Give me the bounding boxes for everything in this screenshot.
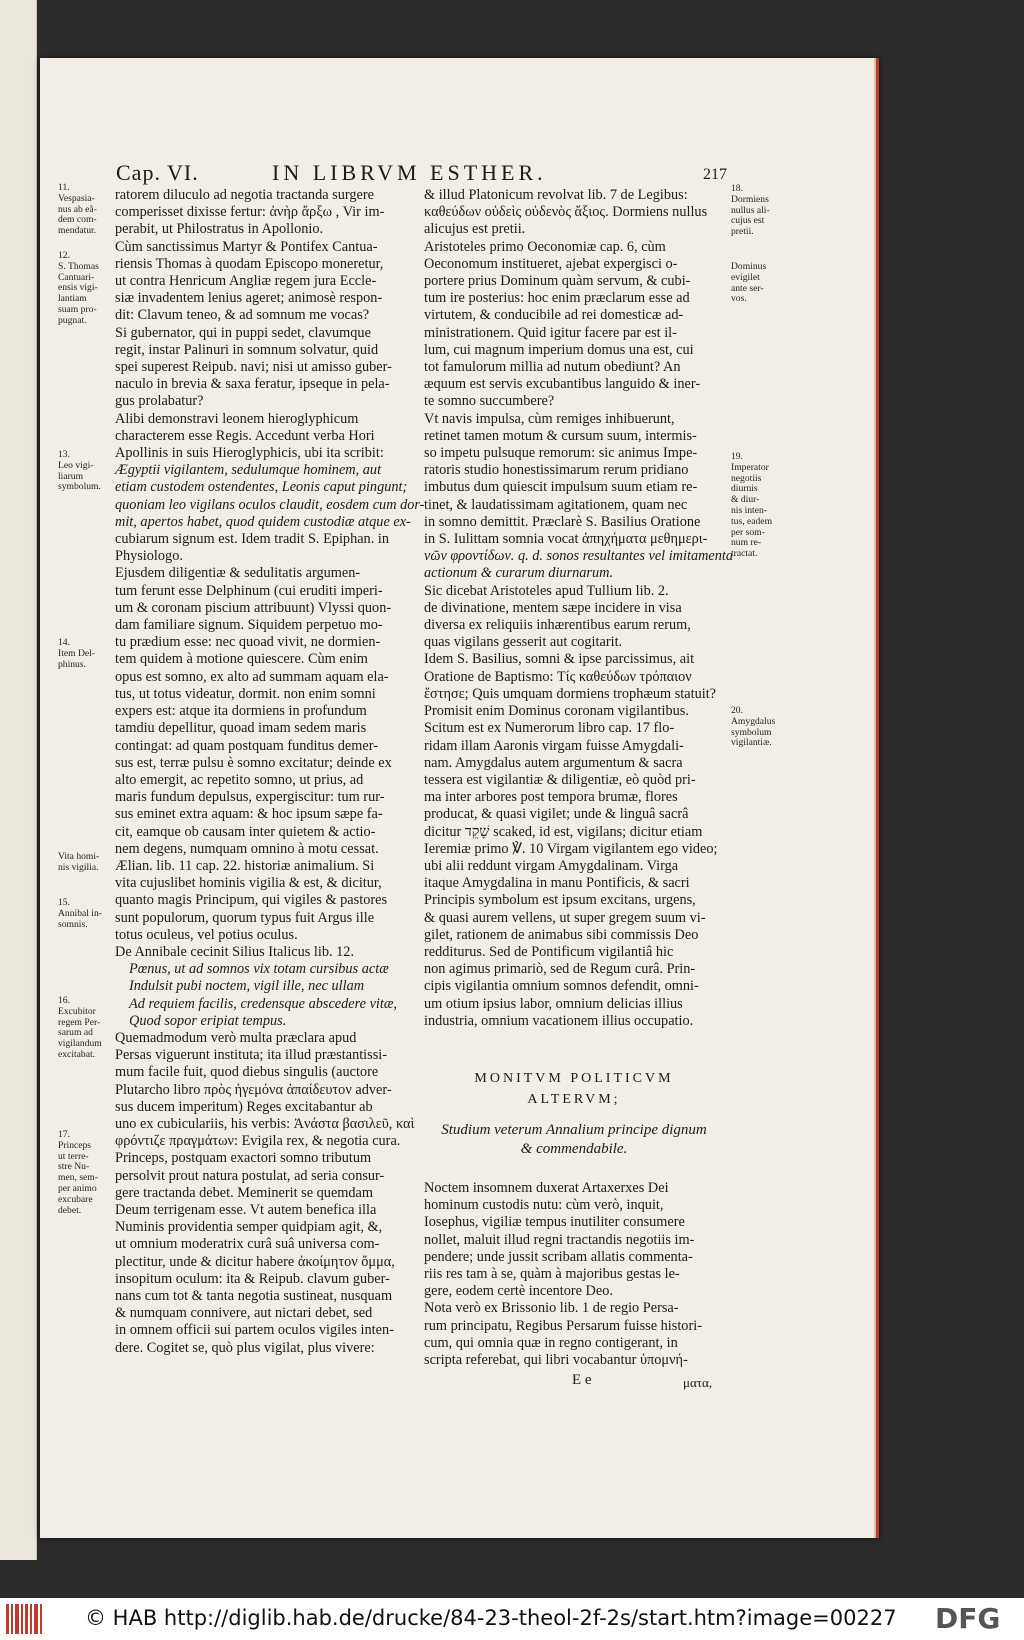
section-subtitle: Studium veterum Annalium principe dignum: [441, 1122, 707, 1138]
text-line: opus est somno, ex alto ad summam aquam ela-: [115, 668, 389, 685]
margin-note-line: Imperator: [731, 461, 769, 473]
text-line: & numquam connivere, aut nictari debet, sed: [115, 1305, 373, 1322]
text-line: Pœnus, ut ad somnos vix totam cursibus actæ: [129, 961, 389, 978]
text-line: alto emergit, ac repetito somno, ut prius, ad: [115, 771, 364, 788]
margin-note-line: liarum: [58, 470, 84, 482]
margin-note: [58, 251, 99, 327]
text-line: Aristoteles primo Oeconomiæ cap. 6, cùm: [424, 238, 666, 255]
text-line: Apollinis in suis Hieroglyphicis, ubi ita scribit:: [115, 445, 384, 462]
margin-note-line: vos.: [731, 293, 747, 305]
text-line: Numinis providentia semper quidpiam agit, &,: [115, 1219, 383, 1236]
margin-note-line: pretii.: [731, 226, 754, 238]
text-line: pendere; unde jussit scribam allatis commenta-: [424, 1248, 693, 1265]
margin-note: [731, 706, 775, 749]
text-line: Promisit enim Dominus coronam vigilantibus.: [424, 703, 689, 720]
margin-note: [58, 996, 102, 1061]
dfg-logo: DFG: [935, 1602, 1001, 1635]
text-line: dicitur שָׁקֵד scaked, id est, vigilans; dicitur etiam: [424, 823, 703, 840]
text-line: gilet, rationem de animabus sibi commissis Deo: [424, 926, 699, 943]
text-line: nans cum tot & tanta negotia sustineat, nusquam: [115, 1288, 393, 1304]
section-subtitle-2: & commendabile.: [520, 1141, 628, 1157]
section-title: MONITVM POLITICVM: [474, 1071, 674, 1086]
text-line: so impetu pulsuque remorum: sic animus Impe-: [424, 445, 698, 462]
text-line: cit, eamque ob causam inter quietem & actio-: [115, 823, 376, 840]
text-line: gere tractanda debet. Meminerit se quemdam: [115, 1184, 374, 1201]
margin-note-line: Dominus: [731, 261, 767, 272]
text-line: Scitum est ex Numerorum libro cap. 17 flo-: [424, 720, 675, 737]
text-line: naculo in brevia & saxa feratur, ipseque in pela-: [115, 376, 390, 393]
margin-note-line: Vespasia-: [58, 192, 95, 204]
margin-note-line: cujus est: [731, 215, 765, 227]
text-line: redditurus. Sed de Pontificum vigilantiâ hic: [424, 943, 674, 960]
text-line: Ieremiæ primo ℣. 10 Virgam vigilantem ego video;: [424, 840, 718, 857]
text-line: Physiologo.: [115, 548, 183, 565]
margin-note-line: diurnis: [731, 483, 758, 495]
text-line: sus eminet extra aquam: & hoc ipsum sæpe fa-: [115, 806, 383, 823]
margin-note-line: Princeps: [58, 1139, 92, 1151]
text-line: persolvit prout natura postulat, ad seria consur-: [115, 1167, 385, 1184]
text-line: & quasi aurem vellens, ut super gregem suum vi-: [424, 909, 706, 926]
margin-note-line: nus ab eã-: [58, 203, 97, 215]
text-line: Iosephus, vigiliæ tempus inutiliter consumere: [424, 1214, 685, 1231]
margin-note-line: somnis.: [58, 918, 88, 930]
margin-note-line: tractat.: [731, 548, 758, 560]
text-line: ut omnium moderatrix curâ suâ universa com-: [115, 1236, 380, 1253]
text-line: mit, apertos habet, quod quidem custodiæ atque ex-: [115, 513, 411, 530]
text-line: um otium ipsius labor, omnium delicias illius: [424, 995, 683, 1012]
margin-note-line: sarum ad: [58, 1027, 93, 1039]
text-line: non agimus primariò, sed de Regum curâ. Prin-: [424, 961, 696, 978]
text-line: nam. Amygdalus autem argumentum & sacra: [424, 754, 683, 771]
text-line: Principis symbolum est ipsum excitans, urgens,: [424, 892, 696, 909]
text-line: retinet tamen motum & cursum suum, intermis-: [424, 427, 697, 444]
barcode-icon: [6, 1604, 46, 1634]
text-line: gus prolabatur?: [115, 393, 204, 410]
text-line: characterem esse Regis. Accedunt verba Hori: [115, 427, 375, 444]
text-line: Princeps, postquam exactori somno tributum: [115, 1150, 372, 1167]
text-line: uno ex cubiculariis, his verbis: Ἀνάστα βασιλεῦ, καὶ: [115, 1115, 415, 1132]
margin-note-line: men, sem-: [58, 1172, 98, 1184]
margin-note-line: pugnat.: [58, 314, 87, 326]
margin-note-line: lantiam: [58, 293, 87, 305]
text-line: diversa ex reliquiis inhærentibus earum rerum,: [424, 617, 691, 634]
margin-note-line: dem com-: [58, 214, 97, 226]
margin-note: [731, 452, 772, 560]
margin-note-line: ut terre-: [58, 1150, 89, 1162]
text-line: alicujus est pretii.: [424, 221, 526, 238]
text-line: nollet, maluit illud regni tractandis negotiis im-: [424, 1231, 695, 1248]
text-line: Oratione de Baptismo: Τίς καθεύδων τρόπαιον: [424, 668, 692, 685]
margin-note-line: nis inten-: [731, 504, 767, 516]
text-line: expers est: atque ita dormiens in profundum: [115, 703, 367, 720]
text-line: spei superest Reipub. navi; nisi ut amisso guber-: [115, 359, 392, 376]
margin-note-line: 11.: [58, 182, 70, 193]
margin-note-line: nullus ali-: [731, 204, 770, 216]
section-title-2: ALTERVM;: [527, 1092, 621, 1107]
catchword: ματα,: [683, 1375, 713, 1390]
text-line: cipis vigilantia omnium somnos defendit, omni-: [424, 978, 699, 995]
text-line: siæ invadentem lenius ageret; animosè respon-: [115, 290, 383, 307]
signature-mark: E e: [572, 1372, 592, 1388]
text-line: lum, cui magnum imperium domus una est, cui: [424, 341, 694, 358]
text-line: industria, omnium vacationem illius occupatio.: [424, 1012, 694, 1029]
text-line: in omnem officii sui partem oculos vigiles inten-: [115, 1322, 394, 1339]
margin-note-line: 13.: [58, 449, 70, 460]
margin-note-line: & diur-: [731, 494, 760, 506]
text-line: dere. Cogitet se, quò plus vigilat, plus vivere:: [115, 1339, 375, 1356]
margin-note-line: 18.: [731, 183, 743, 194]
text-line: De Annibale cecinit Silius Italicus lib. 12.: [115, 943, 355, 960]
text-line: etiam custodem ostendentes, Leonis caput pingunt;: [115, 479, 408, 496]
footer-copyright-link[interactable]: © HAB http://diglib.hab.de/drucke/84-23-theol-2f-2s/start.htm?image=00227: [85, 1606, 897, 1630]
text-line: Quod sopor eripiat tempus.: [129, 1012, 287, 1029]
right-text-column: [424, 187, 734, 1030]
text-line: æquum est servis excubantibus languido & iner-: [424, 376, 701, 393]
margin-note-line: symbolum.: [58, 481, 101, 493]
text-line: νῶν φροντίδων. q. d. sonos resultantes vel imitamenta: [424, 548, 734, 565]
margin-note-line: vigilandum: [58, 1038, 102, 1050]
margin-note-line: 14.: [58, 637, 70, 648]
text-line: totus oculeus, vel potius oculus.: [115, 926, 298, 943]
text-line: Sic dicebat Aristoteles apud Tullium lib. 2.: [424, 582, 669, 599]
text-line: scripta referebat, qui libri vocabantur ὑπομνή-: [424, 1352, 688, 1369]
text-line: Plutarcho libro πρὸς ἡγεμόνα ἀπαίδευτον adver-: [115, 1081, 392, 1098]
left-text-column: [115, 187, 425, 1357]
text-line: quanto magis Principum, qui vigiles & pastores: [115, 892, 388, 909]
margin-note-line: ante ser-: [731, 282, 764, 294]
text-line: ministrationem. Quid igitur facere par est il-: [424, 324, 677, 341]
text-line: comperisset dixisse fertur: ἀνὴρ ἄρξω , Vir im-: [115, 204, 385, 221]
text-line: ratorem diluculo ad negotia tractanda surgere: [115, 187, 374, 203]
text-line: Si gubernator, qui in puppi sedet, clavumque: [115, 324, 371, 341]
margin-note-line: suam pro-: [58, 303, 97, 315]
text-line: actionum & curarum diurnarum.: [424, 565, 614, 582]
margin-note-line: Annibal in-: [58, 907, 102, 919]
margin-note-line: num re-: [731, 537, 762, 549]
text-line: de divinatione, mentem sæpe incidere in visa: [424, 599, 682, 616]
section-body: [424, 1180, 724, 1369]
margin-note-line: per som-: [731, 526, 765, 538]
margin-note-line: Dormiens: [731, 193, 769, 205]
text-line: Persas viguerunt instituta; ita illud præstantissi-: [115, 1047, 388, 1064]
margin-note-line: excubare: [58, 1193, 93, 1205]
text-line: καθεύδων οὐδεὶς οὐδενὸς ἄξιος. Dormiens nullus: [424, 204, 708, 221]
text-line: imbutus dum quiescit impulsum suum etiam re-: [424, 479, 698, 496]
text-line: Quemadmodum verò multa præclara apud: [115, 1029, 357, 1046]
margin-note-line: Cantuari-: [58, 271, 95, 283]
margin-note-line: evigilet: [731, 271, 760, 283]
text-line: Ælian. lib. 11 cap. 22. historiæ animalium. Si: [115, 857, 375, 874]
text-line: gere, eodem certè incentore Deo.: [424, 1283, 613, 1300]
text-line: plectitur, unde & dicitur habere ἀκοίμητον ὄμμα,: [115, 1253, 395, 1270]
text-line: Oeconomum institueret, ajebat expergisci o-: [424, 255, 678, 272]
text-line: ratoris studio honestissimarum rerum pridiano: [424, 462, 689, 479]
text-line: tum ferunt esse Delphinum (cui eruditi imperi-: [115, 582, 383, 599]
chapter-label: Cap. VI.: [116, 160, 199, 185]
margin-note-line: Leo vigi-: [58, 459, 94, 471]
text-line: maris fundum depulsus, expergiscitur: tum rur-: [115, 789, 385, 806]
margin-note-line: Excubitor: [58, 1005, 96, 1017]
margin-note-line: vigilantiæ.: [731, 737, 772, 749]
margin-note-line: 16.: [58, 995, 70, 1006]
page-number: 217: [703, 166, 727, 183]
margin-note-line: debet.: [58, 1204, 82, 1216]
margin-note-line: symbolum: [731, 726, 772, 738]
text-line: Noctem insomnem duxerat Artaxerxes Dei: [424, 1180, 669, 1196]
text-line: um & coronam piscium attribuunt) Vlyssi quon-: [115, 599, 392, 616]
running-title: IN LIBRVM ESTHER.: [272, 160, 547, 185]
margin-note-line: regem Per-: [58, 1016, 101, 1028]
text-line: itaque Amygdalina in manu Pontificis, & sacri: [424, 875, 690, 892]
text-line: quoniam leo vigilans oculos claudit, eosdem cum dor-: [115, 496, 425, 513]
text-line: rum principatu, Regibus Persarum fuisse histori-: [424, 1317, 702, 1334]
margin-note: [58, 1130, 98, 1216]
margin-note-line: 15.: [58, 897, 70, 908]
text-line: Alibi demonstravi leonem hieroglyphicum: [115, 410, 359, 427]
text-line: ἔστησε; Quis umquam dormiens trophæum statuit?: [424, 685, 717, 702]
previous-page-edge: [0, 0, 37, 1560]
text-line: riis res tam à se, quàm à majoribus gestas le-: [424, 1266, 680, 1283]
margin-note-line: negotiis: [731, 472, 762, 484]
text-line: in somno demittit. Præclarè S. Basilius Oratione: [424, 513, 701, 530]
text-line: vita cujuslibet hominis vigilia & est, & dicitur,: [115, 875, 382, 892]
margin-note: [58, 898, 102, 930]
text-line: Ægyptii vigilantem, sedulumque hominem, aut: [115, 462, 382, 479]
text-line: perabit, ut Philostratus in Apollonio.: [115, 221, 324, 238]
text-line: mum facile fuit, quod diebus singulis (auctore: [115, 1064, 379, 1081]
margin-note: [58, 450, 101, 493]
text-line: Cùm sanctissimus Martyr & Pontifex Cantua-: [115, 238, 378, 255]
text-line: in S. Iulittam somnia vocat ἀπηχήματα μεθημερι-: [424, 531, 708, 548]
text-line: Nota verò ex Brissonio lib. 1 de regio Persa-: [424, 1300, 679, 1317]
margin-note: [58, 852, 99, 874]
margin-note-line: 20.: [731, 705, 743, 716]
text-line: tum ire posterius: hoc enim præclarum esse ad: [424, 290, 690, 307]
text-line: tessera est vigilantiæ & diligentiæ, eò quòd pri-: [424, 771, 696, 788]
text-line: tus, ut totus videatur, dormit. non enim somni: [115, 685, 376, 702]
text-line: tot famulorum millia ad nutum obediunt? An: [424, 359, 681, 376]
margin-note: [731, 262, 766, 305]
text-line: Deum terrigenam esse. Vt autem benefica illa: [115, 1201, 377, 1218]
margin-note: [58, 638, 95, 670]
text-line: sus est, terræ pulsu è somno excitatur; deinde ex: [115, 754, 392, 771]
margin-note: [731, 184, 770, 238]
text-line: tamdiu depellitur, quoad imam sedem maris: [115, 720, 367, 737]
footer-bar: [0, 1598, 1024, 1640]
margin-note-line: per animo: [58, 1182, 97, 1194]
text-line: contingat: ad quam postquam funditus demer-: [115, 737, 378, 754]
text-line: virtutem, & conducibile ad rei domesticæ ad-: [424, 307, 684, 324]
text-line: dit: Clavum teneo, & ad somnum me vocas?: [115, 307, 370, 324]
text-line: Vt navis impulsa, cùm remiges inhibuerunt,: [424, 410, 675, 427]
margin-note-line: Vita homi-: [58, 851, 100, 862]
margin-note-line: Item Del-: [58, 647, 96, 659]
margin-note-line: S. Thomas: [58, 260, 99, 272]
text-line: sus ducem imperitum) Reges excitabantur ab: [115, 1098, 373, 1115]
text-line: cubiarum signum est. Idem tradit S. Epiphan. in: [115, 531, 389, 548]
text-line: cum, qui omnia quæ in regno contigerant, in: [424, 1334, 678, 1351]
margin-note-line: phinus.: [58, 658, 86, 670]
text-line: sunt populorum, quorum typus fuit Argus ille: [115, 909, 375, 926]
text-line: ridam illam Aaronis virgam fuisse Amygdali-: [424, 737, 684, 754]
text-line: Indulsit pubi noctem, vigil ille, nec ullam: [129, 978, 365, 995]
text-line: hominum custodis nutu: cùm verò, inquit,: [424, 1197, 664, 1214]
text-line: Idem S. Basilius, somni & ipse parcissimus, ait: [424, 651, 695, 668]
margin-note-line: nis vigilia.: [58, 861, 99, 873]
text-line: nem degens, numquam omnino à motu cessat.: [115, 840, 379, 857]
text-line: tinet, & laudatissimam agitationem, quam nec: [424, 496, 688, 513]
margin-note-line: 17.: [58, 1129, 70, 1140]
text-line: tem quidem à motione quiescere. Cùm enim: [115, 651, 368, 668]
text-line: & illud Platonicum revolvat lib. 7 de Legibus:: [424, 187, 688, 203]
text-line: riensis Thomas à quodam Episcopo moneretur,: [115, 255, 384, 272]
text-line: insopitum oculum: ita & Reipub. clavum guber-: [115, 1270, 390, 1287]
text-line: ma inter arbores post tempora brumæ, flores: [424, 789, 678, 806]
text-line: quas vigilans gesserit aut cogitarit.: [424, 634, 623, 651]
text-line: ubi alii reddunt virgam Amygdalinam. Virga: [424, 857, 679, 874]
text-line: Ad requiem facilis, credensque abscedere vitæ,: [129, 995, 397, 1012]
page-edge-red: [876, 58, 879, 1538]
text-line: te somno succumbere?: [424, 393, 555, 410]
margin-note-line: excitabat.: [58, 1048, 96, 1060]
text-line: dam familiare signum. Siquidem perpetuo mo-: [115, 617, 383, 634]
margin-note-line: 19.: [731, 451, 743, 462]
margin-note-line: tus, eadem: [731, 515, 773, 527]
margin-note-line: Amygdalus: [731, 715, 776, 727]
margin-note-line: stre Nu-: [58, 1161, 90, 1173]
margin-note-line: ensis vigi-: [58, 282, 98, 294]
text-line: Ejusdem diligentiæ & sedulitatis argumen-: [115, 565, 361, 582]
margin-note-line: mendatur.: [58, 225, 97, 237]
margin-note: [58, 183, 97, 237]
text-line: portere prius Dominum quàm servum, & cubi-: [424, 273, 691, 290]
margin-note-line: 12.: [58, 250, 70, 261]
text-line: φρόντιζε πραγμάτων: Evigila rex, & negotia cura.: [115, 1133, 401, 1150]
text-line: tu prædium esse: nec quoad vivit, ne dormien-: [115, 634, 381, 651]
text-line: producat, & quasi vigilet; unde & linguâ sacrâ: [424, 806, 689, 823]
text-line: regit, instar Palinuri in somnum solvatur, quid: [115, 341, 379, 358]
text-line: ut contra Henricum Angliæ regem jura Eccle-: [115, 273, 377, 290]
